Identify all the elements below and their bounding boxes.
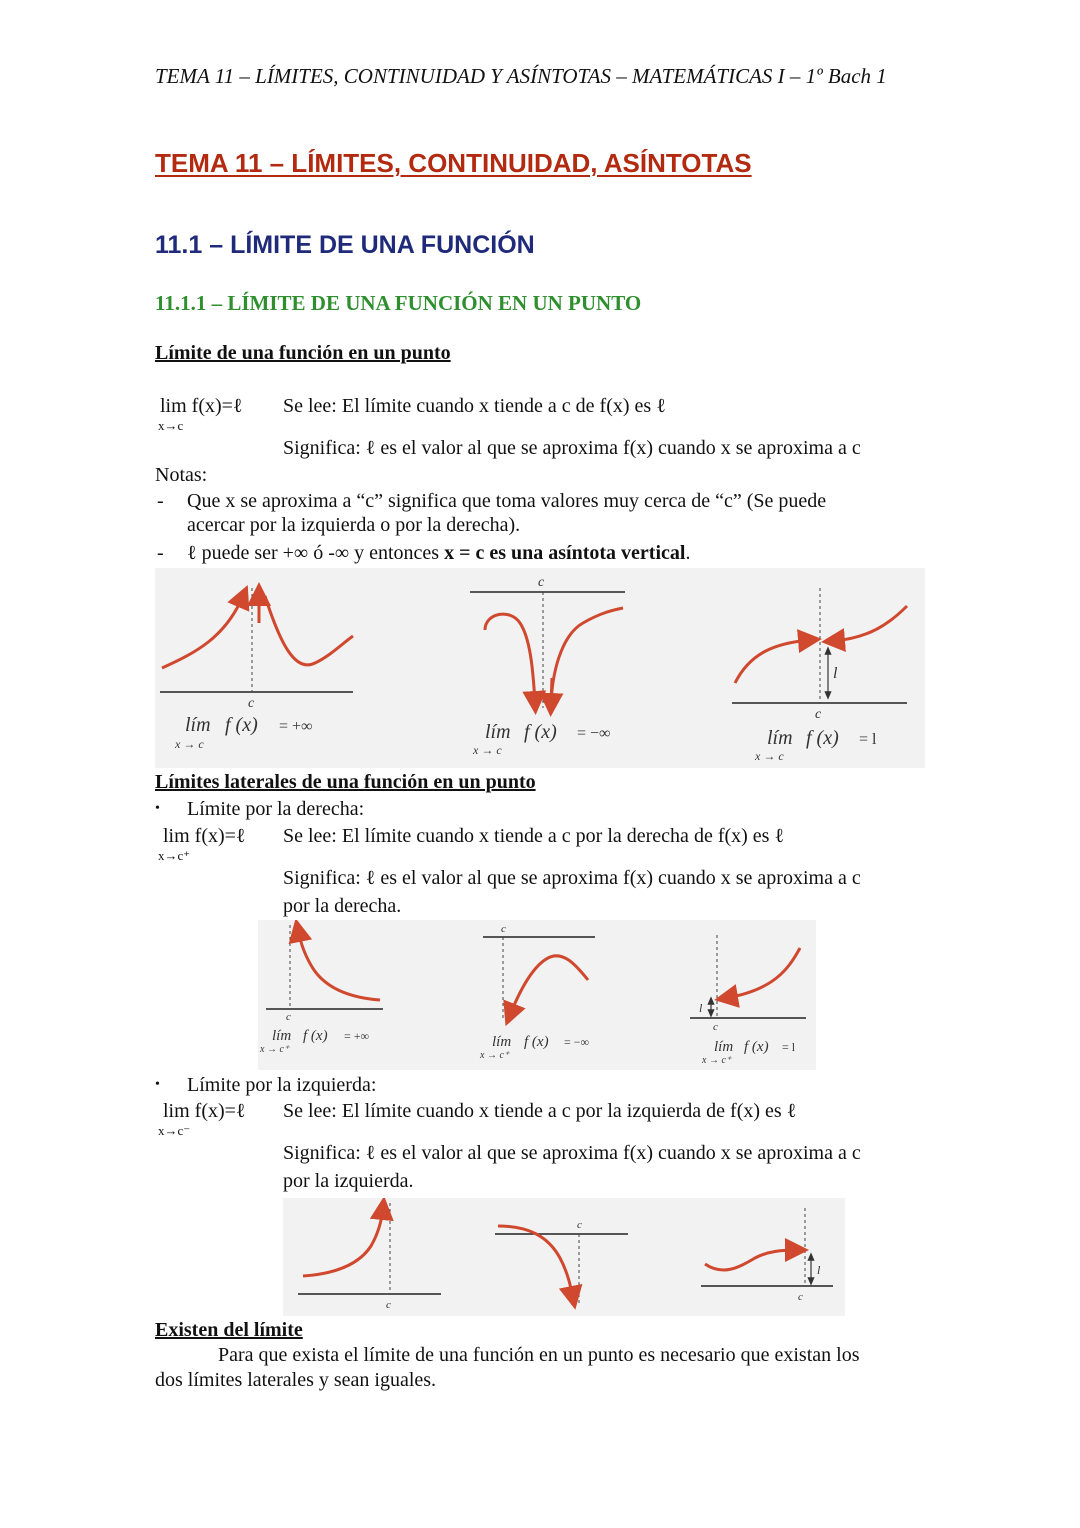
- limit-reads-text: Se lee: El límite cuando x tiende a c de f(x) es ℓ: [283, 395, 666, 417]
- curve: [726, 948, 800, 998]
- caption-sub: x → c⁺: [480, 1050, 510, 1061]
- left-graph-plus-infinity: [298, 1203, 441, 1311]
- graph-finite-limit: [732, 588, 907, 763]
- caption-sub: x → c⁺: [260, 1044, 290, 1055]
- label-l: l: [833, 665, 838, 682]
- left-limit-formula: lim f(x)=ℓ: [163, 1100, 246, 1122]
- right-limit-subscript: x→c⁺: [158, 848, 191, 863]
- note-1-line-2: acercar por la izquierda o por la derecha).: [187, 514, 521, 536]
- caption-fx: f (x): [225, 714, 258, 736]
- caption-value: = +∞: [279, 718, 313, 735]
- curve: [705, 1250, 797, 1270]
- curve: [298, 930, 380, 1000]
- curve: [498, 1226, 573, 1298]
- left-limit-reads: Se lee: El límite cuando x tiende a c por la izquierda de f(x) es ℓ: [283, 1100, 797, 1122]
- left-limit-label: Límite por la izquierda:: [187, 1074, 377, 1096]
- limit-means-text: Significa: ℓ es el valor al que se aproxima f(x) cuando x se aproxima a c: [283, 437, 861, 459]
- bullet: •: [155, 801, 160, 816]
- caption-lim: lím: [492, 1034, 512, 1050]
- caption-fx: f (x): [524, 1034, 549, 1050]
- label-l: l: [817, 1263, 821, 1277]
- limit-existence-heading: Existen del límite: [155, 1319, 303, 1341]
- note-2-end: .: [685, 542, 691, 564]
- caption-value: = +∞: [344, 1029, 370, 1043]
- caption-fx: f (x): [806, 727, 839, 749]
- right-graph-minus-infinity: [479, 923, 595, 1061]
- caption-sub: x → c: [473, 743, 502, 757]
- label-c: c: [815, 707, 822, 722]
- caption-lim: lím: [714, 1039, 734, 1055]
- left-branch: [485, 614, 535, 703]
- caption-lim: lím: [185, 714, 211, 736]
- label-c: c: [713, 1021, 718, 1033]
- right-limit-svg: [258, 920, 816, 1070]
- lateral-limits-heading: Límites laterales de una función en un punto: [155, 771, 536, 793]
- left-graph-minus-infinity: [495, 1219, 628, 1303]
- right-branch: [265, 596, 353, 665]
- caption-lim: lím: [272, 1028, 292, 1044]
- label-c: c: [386, 1299, 391, 1311]
- graph-plus-infinity: [160, 588, 353, 751]
- caption-fx: f (x): [524, 721, 557, 743]
- curve: [303, 1208, 383, 1276]
- caption-lim: lím: [485, 721, 511, 743]
- label-c: c: [538, 575, 545, 590]
- left-branch: [162, 596, 243, 668]
- limit-formula-subscript: x→c: [158, 418, 184, 433]
- caption-value: = l: [782, 1040, 796, 1054]
- label-c: c: [798, 1291, 803, 1303]
- note-1-line-1: Que x se aproxima a “c” significa que toma valores muy cerca de “c” (Se puede: [187, 490, 827, 512]
- caption-value: = −∞: [564, 1035, 590, 1049]
- running-header: TEMA 11 – LÍMITES, CONTINUIDAD Y ASÍNTOTAS – MATEMÁTICAS I – 1º Bach 1: [155, 64, 887, 88]
- caption-fx: f (x): [744, 1039, 769, 1055]
- note-2-bold: x = c es una asíntota vertical: [444, 542, 686, 564]
- caption-sub: x → c: [175, 737, 204, 751]
- two-sided-limit-figures: [155, 568, 925, 768]
- two-sided-limit-svg: [155, 568, 925, 768]
- graph-minus-infinity: [470, 575, 625, 757]
- caption-value: = l: [859, 731, 877, 748]
- right-limit-means-2: por la derecha.: [283, 895, 402, 917]
- left-limit-figures: [283, 1198, 845, 1316]
- right-branch: [833, 606, 907, 641]
- right-limit-means-1: Significa: ℓ es el valor al que se aproxima f(x) cuando x se aproxima a c: [283, 867, 861, 889]
- note-2-plain: ℓ puede ser +∞ ó -∞ y entonces: [187, 542, 445, 564]
- limit-existence-line-1: Para que exista el límite de una función en un punto es necesario que existan los: [218, 1344, 860, 1366]
- subsection-title: 11.1.1 – LÍMITE DE UNA FUNCIÓN EN UN PUNTO: [155, 291, 642, 315]
- note-dash: -: [157, 542, 164, 564]
- caption-sub: x → c⁺: [702, 1055, 732, 1066]
- left-graph-finite-limit: [701, 1208, 833, 1303]
- label-l: l: [699, 1001, 703, 1015]
- caption-fx: f (x): [303, 1028, 328, 1044]
- left-limit-svg: [283, 1198, 845, 1316]
- note-dash: -: [157, 490, 164, 512]
- right-limit-figures: [258, 920, 816, 1070]
- right-graph-finite-limit: [690, 935, 806, 1066]
- label-c: c: [248, 696, 255, 711]
- note-2: [187, 542, 690, 565]
- notes-label: Notas:: [155, 464, 208, 486]
- right-branch: [551, 608, 623, 703]
- right-limit-reads: Se lee: El límite cuando x tiende a c por la derecha de f(x) es ℓ: [283, 825, 785, 847]
- caption-value: = −∞: [577, 725, 611, 742]
- left-branch: [735, 640, 810, 683]
- label-c: c: [286, 1011, 291, 1023]
- right-limit-formula: lim f(x)=ℓ: [163, 825, 246, 847]
- curve: [510, 956, 588, 1015]
- bullet: •: [155, 1077, 160, 1092]
- right-limit-label: Límite por la derecha:: [187, 798, 365, 820]
- caption-sub: x → c: [755, 749, 784, 763]
- caption-lim: lím: [767, 727, 793, 749]
- limit-formula: lim f(x)=ℓ: [160, 395, 243, 417]
- left-limit-means-2: por la izquierda.: [283, 1170, 414, 1192]
- right-graph-plus-infinity: [259, 925, 383, 1055]
- limit-existence-line-2: dos límites laterales y sean iguales.: [155, 1369, 437, 1391]
- left-limit-means-1: Significa: ℓ es el valor al que se aproxima f(x) cuando x se aproxima a c: [283, 1142, 861, 1164]
- limit-definition-heading: Límite de una función en un punto: [155, 342, 451, 364]
- label-c: c: [577, 1219, 582, 1231]
- left-limit-subscript: x→c⁻: [158, 1123, 191, 1138]
- label-c: c: [501, 923, 506, 935]
- document-title: TEMA 11 – LÍMITES, CONTINUIDAD, ASÍNTOTAS: [155, 148, 752, 178]
- section-title: 11.1 – LÍMITE DE UNA FUNCIÓN: [155, 231, 535, 259]
